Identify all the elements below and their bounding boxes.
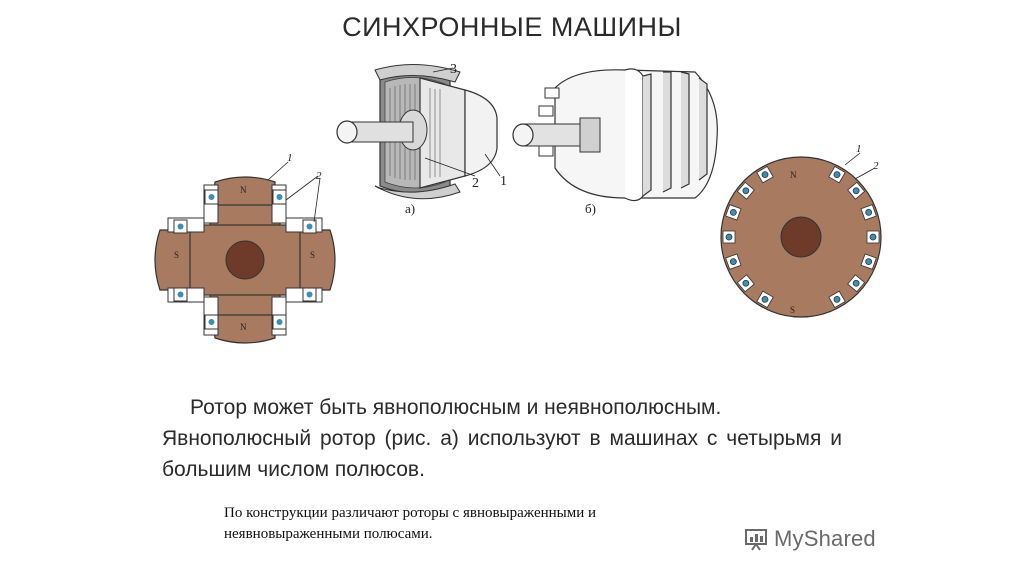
rotor-coil-dot bbox=[762, 172, 768, 178]
caption-b: б) bbox=[585, 201, 596, 216]
rotor-coil-dot bbox=[730, 209, 736, 215]
rotor-3d-figure bbox=[325, 58, 720, 220]
non-salient-rotor-diagram bbox=[715, 145, 895, 325]
rotor-coil-dot bbox=[853, 188, 859, 194]
pole-n-round: N bbox=[790, 170, 797, 180]
label-1-rotor-a: 1 bbox=[500, 174, 507, 189]
caption-a: а) bbox=[405, 201, 416, 216]
rotor-coil-dot bbox=[743, 280, 749, 286]
pole-s-round: S bbox=[790, 305, 796, 315]
rotor-coil-dot bbox=[730, 259, 736, 265]
body-paragraph-1: Ротор может быть явнополюсным и неявнополюсным. bbox=[190, 396, 722, 419]
myshared-logo[interactable] bbox=[744, 526, 876, 552]
cylindrical-rotor-3d bbox=[513, 69, 717, 201]
rotor-coil-dot bbox=[870, 234, 876, 240]
rotor-coil-dot bbox=[834, 172, 840, 178]
logo-text: MyShared bbox=[774, 526, 876, 551]
rotor-coil-dot bbox=[834, 296, 840, 302]
rotor-coil-dot bbox=[762, 296, 768, 302]
rotor-coil-dot bbox=[726, 234, 732, 240]
rotor-coil-dot bbox=[866, 209, 872, 215]
pole-s-left: S bbox=[174, 250, 180, 260]
footnote-text: По конструкции различают роторы с явновыраженными и неявновыраженными полюсами. bbox=[224, 505, 597, 542]
label-3-rotor-a: 3 bbox=[450, 62, 457, 77]
label-1-round: 1 bbox=[856, 143, 862, 155]
body-paragraph-2: Явнополюсный ротор (рис. а) используют в машинах с четырьмя и большим числом полюсов. bbox=[162, 427, 842, 481]
pole-n-top: N bbox=[240, 185, 247, 195]
label-2-round: 2 bbox=[873, 160, 879, 172]
body-text bbox=[162, 392, 842, 485]
rotor-coil-dot bbox=[743, 188, 749, 194]
label-2-salient: 2 bbox=[316, 170, 322, 182]
pole-n-bottom: N bbox=[240, 322, 247, 332]
rotor-coil-dot bbox=[866, 259, 872, 265]
rotor-coil-dot bbox=[853, 280, 859, 286]
pole-s-right: S bbox=[310, 250, 316, 260]
label-2-rotor-a: 2 bbox=[472, 176, 479, 191]
presentation-board-icon bbox=[744, 527, 768, 551]
label-1-salient: 1 bbox=[287, 152, 293, 164]
slide-title: СИНХРОННЫЕ МАШИНЫ bbox=[342, 12, 682, 42]
